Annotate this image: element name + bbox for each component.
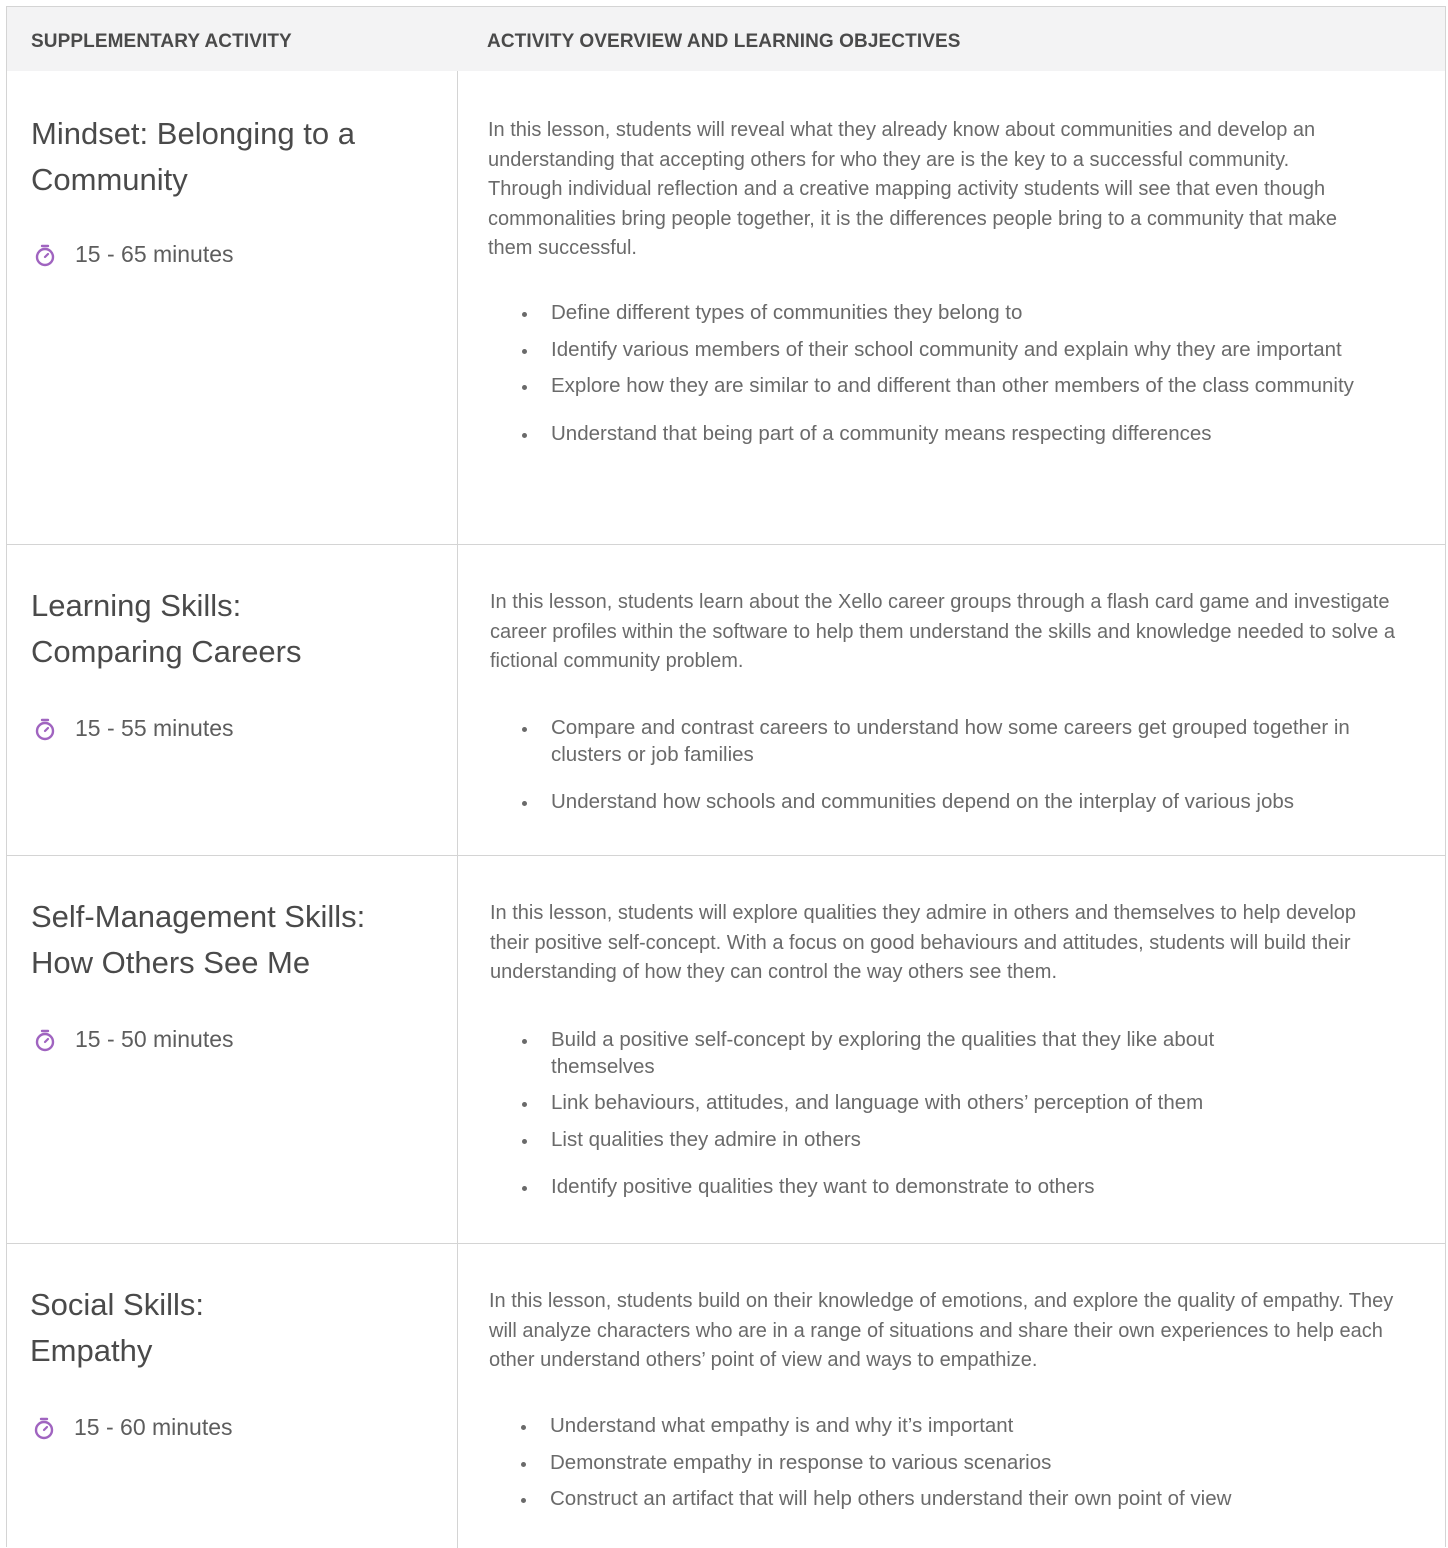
learning-objectives <box>521 715 1421 816</box>
activity-duration: 15 - 50 minutes <box>31 1026 234 1053</box>
activity-overview: In this lesson, students build on their knowledge of emotions, and explore the quality of empathy. They will analyze characters who are in a range of situations and share their own experiences to help each other understand others’ point of view and ways to empathize. <box>489 1290 1394 1371</box>
list-item: Identify various members of their school community and explain why they are important <box>521 337 1371 364</box>
activities-table <box>6 6 1446 1547</box>
activity-title: Mindset: Belonging to a Community <box>31 116 355 197</box>
column-header-overview: ACTIVITY OVERVIEW AND LEARNING OBJECTIVES <box>487 31 961 52</box>
table-row <box>7 856 1445 1244</box>
activity-overview: In this lesson, students will reveal what they already know about communities and develop an understanding that accepting others for who they are is the key to a successful community. Through individual reflection and a creative mapping activity students will see that even though commonalities bring people together, it is the differences people bring to a community that make them successful. <box>488 119 1337 259</box>
table-header <box>7 7 1445 71</box>
list-item: Explore how they are similar to and different than other members of the class community <box>521 373 1371 400</box>
list-item: Build a positive self-concept by exploring the qualities that they like about themselves <box>521 1027 1321 1080</box>
stopwatch-icon <box>32 1416 56 1440</box>
activity-overview: In this lesson, students will explore qualities they admire in others and themselves to help develop their positive self-concept. With a focus on good behaviours and attitudes, students will build their understanding of how they can control the way others see them. <box>490 902 1357 983</box>
learning-objectives <box>521 300 1421 447</box>
list-item: Understand how schools and communities depend on the interplay of various jobs <box>521 789 1421 816</box>
learning-objectives <box>520 1413 1420 1513</box>
list-item: Construct an artifact that will help others understand their own point of view <box>520 1486 1420 1513</box>
activity-title: Learning Skills: Comparing Careers <box>31 588 302 669</box>
list-item: Understand what empathy is and why it’s important <box>520 1413 1420 1440</box>
activity-duration: 15 - 65 minutes <box>31 241 234 268</box>
list-item: Define different types of communities they belong to <box>521 300 1421 327</box>
activity-duration: 15 - 60 minutes <box>30 1414 233 1441</box>
list-item: List qualities they admire in others <box>521 1127 1421 1154</box>
activity-overview: In this lesson, students learn about the Xello career groups through a flash card game and investigate career profiles within the software to help them understand the skills and knowledge needed to solve a fictional community problem. <box>490 591 1395 672</box>
activity-title: Social Skills: Empathy <box>30 1287 204 1368</box>
list-item: Link behaviours, attitudes, and language with others’ perception of them <box>521 1090 1421 1117</box>
stopwatch-icon <box>33 1028 57 1052</box>
activity-duration: 15 - 55 minutes <box>31 715 234 742</box>
list-item: Identify positive qualities they want to demonstrate to others <box>521 1174 1421 1201</box>
table-row <box>7 1244 1445 1548</box>
list-item: Demonstrate empathy in response to various scenarios <box>520 1450 1420 1477</box>
table-row <box>7 545 1445 856</box>
learning-objectives <box>521 1027 1421 1201</box>
list-item: Compare and contrast careers to understand how some careers get grouped together in clusters or job families <box>521 715 1371 768</box>
list-item: Understand that being part of a community means respecting differences <box>521 421 1421 448</box>
table-row <box>7 71 1445 545</box>
stopwatch-icon <box>33 243 57 267</box>
activity-title: Self-Management Skills: How Others See Me <box>31 899 366 980</box>
stopwatch-icon <box>33 717 57 741</box>
column-header-activity: SUPPLEMENTARY ACTIVITY <box>31 31 292 52</box>
